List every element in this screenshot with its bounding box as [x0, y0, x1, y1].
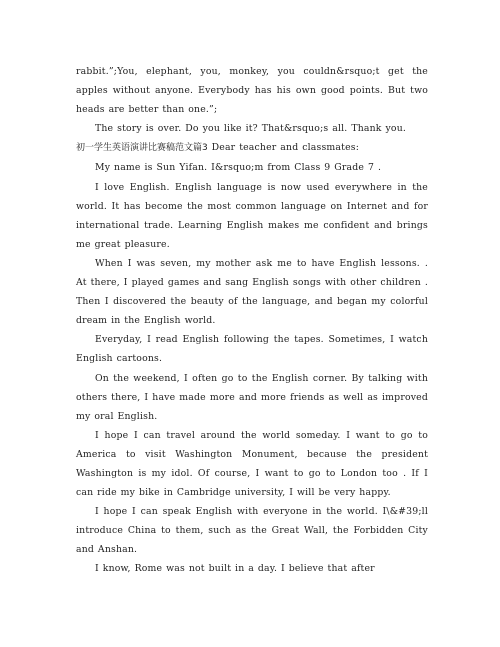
section-heading-line: [76, 138, 428, 158]
paragraph-2: The story is over. Do you like it? That&rsquo;s all. Thank you.: [95, 123, 407, 135]
paragraph-6: When I was seven, my mother ask me to have English lessons. . At there, I played games and sang English songs with other children . Then I discovered the beauty of the language, and began my colorful dream in the English world.: [76, 257, 428, 327]
document-body: [76, 62, 428, 579]
paragraph-1: rabbit.”;You, elephant, you, monkey, you couldn&rsquo;t get the apples without anyone. Everybody has his own good points. But two heads are better than one.”;: [76, 66, 428, 116]
paragraph-5: I love English. English language is now used everywhere in the world. It has become the most common language on Internet and for international trade. Learning English makes me confident and brings me great pleasure.: [76, 181, 428, 250]
paragraph-11: I know, Rome was not built in a day. I believe that after: [95, 563, 375, 575]
paragraph-4: My name is Sun Yifan. I&rsquo;m from Class 9 Grade 7 .: [95, 162, 382, 174]
chinese-section-title: 初一学生英语演讲比赛稿范文篇3: [76, 143, 208, 154]
paragraph-10: I hope I can speak English with everyone in the world. I\&#39;ll introduce China to them, such as the Great Wall, the Forbidden City and Anshan.: [76, 506, 428, 556]
paragraph-8: On the weekend, I often go to the English corner. By talking with others there, I have made more and more friends as well as improved my oral English.: [76, 372, 428, 422]
salutation: Dear teacher and classmates:: [207, 142, 360, 154]
paragraph-7: Everyday, I read English following the tapes. Sometimes, I watch English cartoons.: [76, 334, 428, 365]
paragraph-9: I hope I can travel around the world someday. I want to go to America to visit Washington Monument, because the president Washington is my idol. Of course, I want to go to London too . If I can ride my bike in Cambridge university, I will be very happy.: [76, 429, 428, 499]
